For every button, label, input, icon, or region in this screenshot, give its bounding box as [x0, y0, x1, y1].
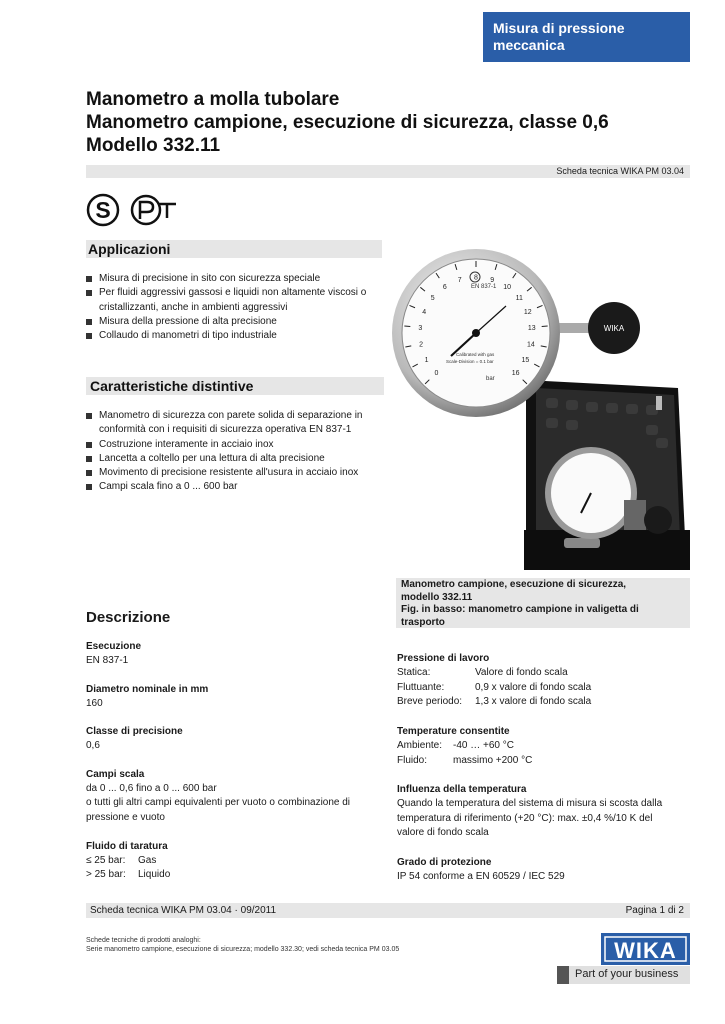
spec-value: valore di fondo scala	[397, 827, 489, 838]
category-line-2: meccanica	[493, 37, 565, 53]
spec-influenza	[397, 783, 690, 842]
tagline-bar	[557, 966, 690, 984]
spec-value: da 0 ... 0,6 fino a 0 ... 600 bar	[86, 782, 217, 794]
gauge-tick	[542, 326, 548, 327]
gauge-unit: bar	[486, 376, 495, 382]
gost-pct-icon	[132, 196, 176, 224]
list-item: Campi scala fino a 0 ... 600 bar	[86, 480, 376, 494]
spec-diametro	[86, 683, 386, 726]
row-key: > 25 bar:	[86, 869, 126, 880]
gauge-tick	[404, 326, 410, 327]
row-key: Ambiente:	[397, 740, 443, 751]
spec-esecuzione	[86, 640, 386, 683]
list-item: Collaudo di manometri di tipo industriale	[86, 329, 376, 343]
tagline-mark-icon	[557, 966, 569, 984]
caption-line: Manometro campione, esecuzione di sicurezza,	[401, 579, 627, 590]
title-line-1: Manometro a molla tubolare	[86, 89, 340, 110]
gauge-tick-label: 4	[422, 309, 427, 317]
spec-value: EN 837-1	[86, 655, 129, 666]
table-row	[397, 739, 532, 754]
spec-value: pressione e vuoto	[86, 811, 165, 823]
gauge-standard: EN 837-1	[471, 284, 497, 290]
category-tab	[483, 12, 690, 62]
row-value: -40 … +60 °C	[453, 740, 514, 751]
spec-value: 160	[86, 697, 103, 709]
temperature-table	[397, 739, 532, 768]
related-label: Schede tecniche di prodotti analoghi:	[86, 937, 201, 944]
gauge-tick-label: 1	[424, 356, 429, 364]
spec-temperature	[397, 725, 690, 769]
table-row	[86, 868, 170, 883]
gauge-tick-label: 10	[503, 283, 512, 291]
page-number: Pagina 1 di 2	[625, 905, 684, 916]
list-item: Misura di precisione in sito con sicurezza speciale	[86, 272, 376, 286]
gauge-tick-label: 9	[490, 276, 495, 284]
row-key: ≤ 25 bar:	[86, 854, 126, 866]
gauge-tick-label: 6	[442, 283, 447, 291]
spec-value: Quando la temperatura del sistema di misura si scosta dalla	[397, 798, 663, 809]
row-key: Breve periodo:	[397, 696, 463, 707]
spec-pressione	[397, 652, 690, 711]
table-row	[397, 754, 532, 769]
gauge-tick-label: 12	[523, 309, 532, 317]
category-line-1: Misura di pressione	[493, 20, 625, 36]
spec-label: Diametro nominale in mm	[86, 683, 209, 695]
title-line-3: Modello 332.11	[86, 135, 221, 156]
spec-label: Fluido di taratura	[86, 840, 168, 852]
row-value: Gas	[138, 854, 157, 866]
row-value: 0,9 x valore di fondo scala	[475, 681, 592, 693]
gauge-calibrated: Calibrated with gas	[456, 352, 495, 357]
descrizione-heading: Descrizione	[86, 609, 171, 626]
spec-label: Esecuzione	[86, 641, 142, 652]
gauge-tick-label: 2	[419, 341, 424, 349]
list-item: Manometro di sicurezza con parete solida di separazione in conformità con i requisiti di sicurezza operativa EN 837-1	[86, 409, 376, 438]
gauge-tick-label: 7	[457, 276, 462, 284]
spec-fluido	[86, 840, 386, 883]
row-value: massimo +200 °C	[453, 754, 533, 766]
spec-label: Pressione di lavoro	[397, 653, 490, 664]
spec-classe	[86, 725, 386, 768]
related-datasheets	[86, 936, 506, 954]
gauge-tick-label: 14	[527, 341, 535, 349]
spec-campi-scala	[86, 768, 386, 840]
list-item: Movimento di precisione resistente all'usura in acciaio inox	[86, 466, 376, 480]
spec-value: temperatura di riferimento (+20 °C): max. ±0,4 %/10 K del	[397, 812, 653, 824]
table-row	[397, 666, 591, 681]
table-row	[397, 695, 591, 710]
row-value: Valore di fondo scala	[475, 667, 568, 678]
footer-doc-ref: Scheda tecnica WIKA PM 03.04 · 09/2011	[90, 905, 277, 916]
table-row	[397, 681, 591, 696]
spec-label: Grado di protezione	[397, 857, 492, 868]
spec-label: Influenza della temperatura	[397, 784, 527, 795]
applicazioni-list	[86, 272, 376, 343]
gauge-brand: WIKA	[603, 324, 625, 333]
svg-text:S: S	[95, 197, 111, 223]
applicazioni-heading: Applicazioni	[86, 240, 382, 258]
approval-logos	[86, 192, 186, 228]
footer-bar	[86, 903, 690, 918]
related-text: Serie manometro campione, esecuzione di sicurezza; modello 332.30; vedi scheda tecnica PM 03.05	[86, 946, 400, 953]
gauge-tick-label: 5	[430, 294, 435, 302]
tagline: Part of your business	[575, 968, 679, 980]
caratteristiche-heading: Caratteristiche distintive	[86, 377, 384, 395]
datasheet-ref: Scheda tecnica WIKA PM 03.04	[86, 165, 690, 178]
carrying-case-image	[524, 380, 690, 570]
caption-line: trasporto	[401, 616, 445, 628]
row-key: Fluido:	[397, 754, 428, 766]
gauge-tick-label: 8	[474, 274, 478, 282]
list-item: Per fluidi aggressivi gassosi e liquidi non altamente viscosi o cristallizzanti, anche in ambienti aggressivi	[86, 286, 376, 315]
gauge-scale-note: Scale-Division = 0.1 bar	[446, 359, 494, 364]
caption-line: modello 332.11	[401, 591, 473, 603]
image-caption	[396, 578, 690, 628]
title-line-2: Manometro campione, esecuzione di sicurezza, classe 0,6	[86, 112, 609, 133]
spec-label: Classe di precisione	[86, 726, 183, 737]
gauge-tick-label: 0	[434, 370, 439, 378]
list-item: Lancetta a coltello per una lettura di alta precisione	[86, 452, 376, 466]
caption-line: Fig. in basso: manometro campione in valigetta di	[401, 604, 639, 615]
table-row	[86, 854, 170, 869]
descrizione-body	[86, 640, 386, 883]
caratteristiche-list	[86, 409, 376, 495]
gauge-tick-label: 11	[515, 294, 523, 302]
right-specs	[397, 652, 690, 885]
wika-logo-icon	[601, 933, 690, 965]
pressione-table	[397, 666, 591, 710]
wika-logo	[601, 933, 690, 965]
row-key: Fluttuante:	[397, 681, 445, 693]
product-photo	[386, 238, 690, 576]
spec-protezione	[397, 856, 690, 885]
page-title	[86, 88, 686, 157]
row-value: 1,3 x valore di fondo scala	[475, 696, 592, 707]
spec-label: Campi scala	[86, 768, 145, 780]
svg-text:WIKA: WIKA	[614, 938, 677, 963]
list-item: Costruzione interamente in acciaio inox	[86, 438, 376, 452]
safety-s-icon	[88, 195, 118, 225]
spec-value: o tutti gli altri campi equivalenti per vuoto o combinazione di	[86, 797, 351, 808]
gauge-tick-label: 15	[521, 356, 530, 364]
spec-value: IP 54 conforme a EN 60529 / IEC 529	[397, 871, 565, 882]
row-value: Liquido	[138, 869, 171, 880]
spec-value: 0,6	[86, 740, 100, 751]
list-item: Misura della pressione di alta precisione	[86, 315, 376, 329]
gauge-tick-label: 3	[418, 325, 423, 333]
gauge-tick-label: 13	[527, 325, 536, 333]
spec-label: Temperature consentite	[397, 726, 510, 737]
row-key: Statica:	[397, 667, 431, 678]
fluido-table	[86, 854, 170, 883]
gauge-tick-label: 16	[511, 370, 520, 378]
